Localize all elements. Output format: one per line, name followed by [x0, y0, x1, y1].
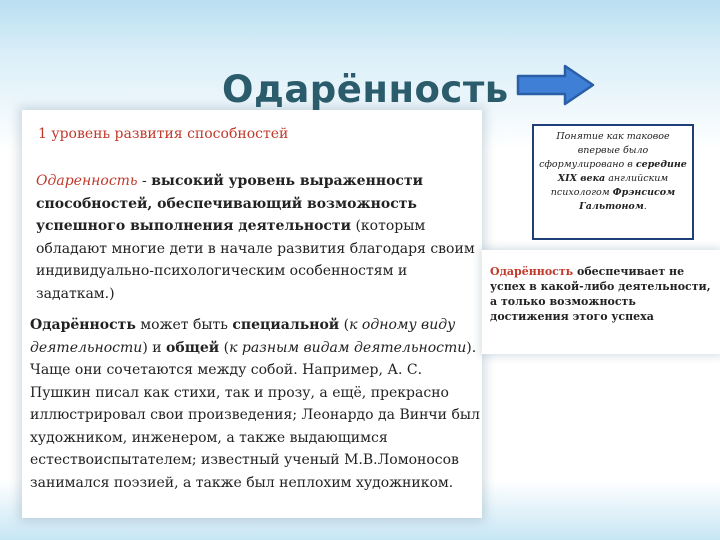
kinds-text-4: ( — [219, 339, 230, 356]
kind-special-note: к одному виду деятельности — [30, 317, 456, 356]
kinds-paragraph — [30, 314, 482, 494]
right-arrow-icon — [515, 62, 597, 108]
galton-end: . — [643, 201, 647, 212]
kinds-text-2: ( — [339, 317, 350, 333]
kinds-text-1: может быть — [135, 317, 233, 333]
definition-rest: (которым обладают многие дети в начале развития благодаря своим индивидуально-психологическим особенностям и задаткам.) — [36, 218, 475, 302]
galton-text-2: английским психологом — [550, 173, 669, 198]
definition-bold: высокий уровень выраженности способностей, обеспечивающий возможность успешного выполнения деятельности — [36, 173, 424, 234]
kind-general: общей — [166, 339, 220, 356]
kinds-text-5: ). Чаще они сочетаются между собой. Например, А. С. Пушкин писал как стихи, так и прозу, а ещё, прекрасно иллюстрировал свои произведения; Леонардо да Винчи был художником, инженером, а также выдающимся естествоиспытателем; известный ученый М.В.Ломоносов занимался поэзией, а также был неплохим художником. — [30, 339, 480, 491]
provides-term: Одарённость — [490, 265, 574, 278]
slide-title: Одарённость — [222, 68, 509, 111]
galton-name: Фрэнсисом Гальтоном — [579, 187, 676, 212]
provides-text: обеспечивает не успех в какой-либо деятельности, а только возможность достижения этого успеха — [490, 265, 711, 323]
kind-general-note: к разным видам деятельности — [229, 339, 467, 356]
provides-paragraph — [490, 264, 714, 324]
galton-note-box — [532, 124, 694, 240]
galton-text-1: Понятие как таковое впервые было сформулировано в — [539, 131, 670, 170]
kinds-text-3: ) и — [142, 339, 167, 356]
kind-special: специальной — [232, 317, 340, 333]
level-line: 1 уровень развития способностей — [38, 126, 289, 142]
definition-paragraph — [36, 170, 476, 305]
kinds-term: Одарённость — [30, 317, 136, 333]
definition-term: Одаренность — [36, 173, 138, 189]
galton-century: середине XIX века — [557, 159, 687, 184]
definition-dash: - — [137, 173, 152, 189]
